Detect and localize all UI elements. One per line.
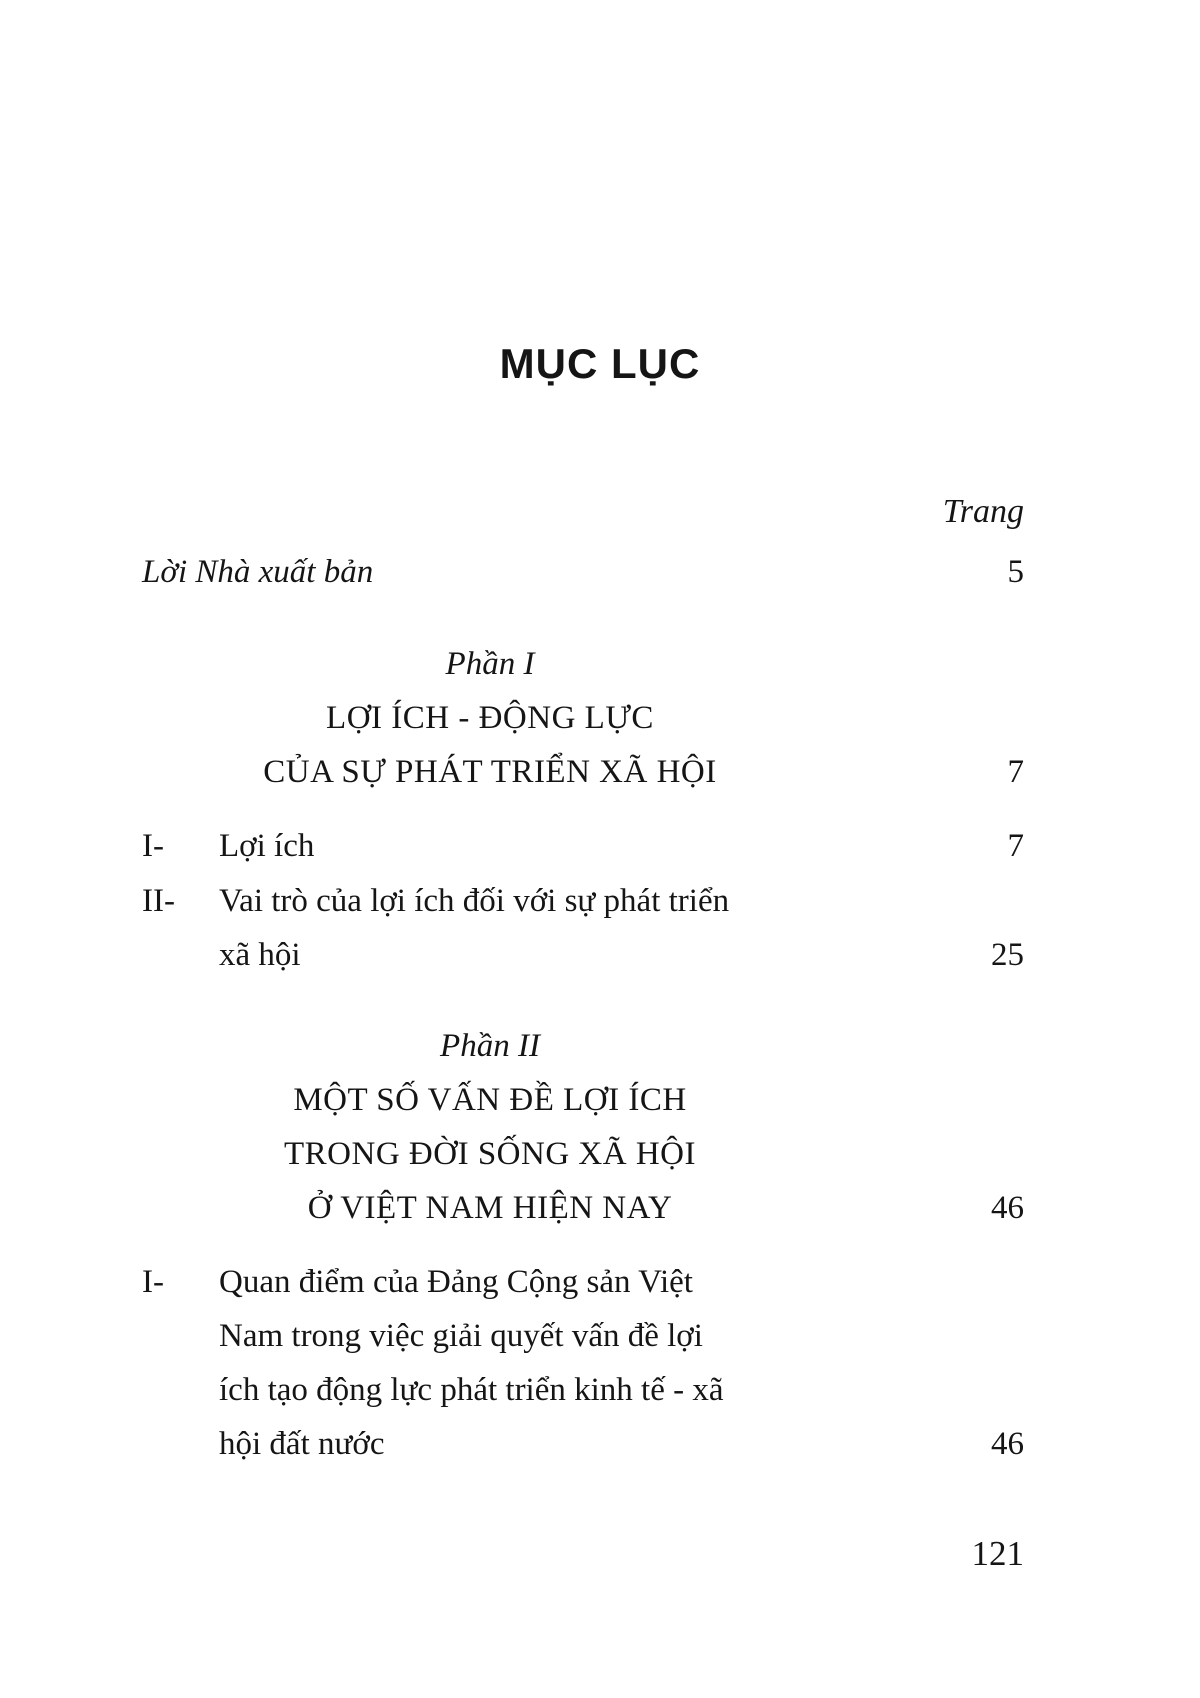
part2-item1-line1: Quan điểm của Đảng Cộng sản Việt <box>219 1264 693 1300</box>
part2-heading: Phần II <box>440 1028 540 1064</box>
part1-item2-number: II- <box>142 883 175 919</box>
part2-item1-line3: ích tạo động lực phát triển kinh tế - xã <box>219 1372 724 1408</box>
part1-item2-line1: Vai trò của lợi ích đối với sự phát triển <box>219 883 730 919</box>
part2-item1-line4: hội đất nước <box>219 1426 385 1462</box>
page-column-header: Trang <box>942 493 1024 530</box>
part2-item1-number: I- <box>142 1264 164 1300</box>
part2-title-line1: MỘT SỐ VẤN ĐỀ LỢI ÍCH <box>293 1082 687 1118</box>
part1-item1-page: 7 <box>1007 828 1024 864</box>
preface-page: 5 <box>1007 554 1024 590</box>
part2-title-line2: TRONG ĐỜI SỐNG XÃ HỘI <box>284 1136 696 1172</box>
part2-page: 46 <box>991 1190 1024 1226</box>
part1-item2-line2: xã hội <box>219 937 301 973</box>
page-number: 121 <box>971 1534 1024 1573</box>
part2-title-line3: Ở VIỆT NAM HIỆN NAY <box>307 1190 673 1226</box>
part2-item1-line2: Nam trong việc giải quyết vấn đề lợi <box>219 1318 703 1354</box>
part2-item1-page: 46 <box>991 1426 1024 1462</box>
part1-item1-number: I- <box>142 828 164 864</box>
preface-label: Lời Nhà xuất bản <box>142 554 374 590</box>
page-title: MỤC LỤC <box>499 340 701 387</box>
part1-page: 7 <box>1007 754 1024 790</box>
part1-heading: Phần I <box>445 646 535 682</box>
part1-item1-line1: Lợi ích <box>219 828 315 864</box>
part1-item2-page: 25 <box>991 937 1024 973</box>
part1-title-line1: LỢI ÍCH - ĐỘNG LỰC <box>326 700 654 736</box>
part1-title-line2: CỦA SỰ PHÁT TRIỂN XÃ HỘI <box>263 754 717 790</box>
